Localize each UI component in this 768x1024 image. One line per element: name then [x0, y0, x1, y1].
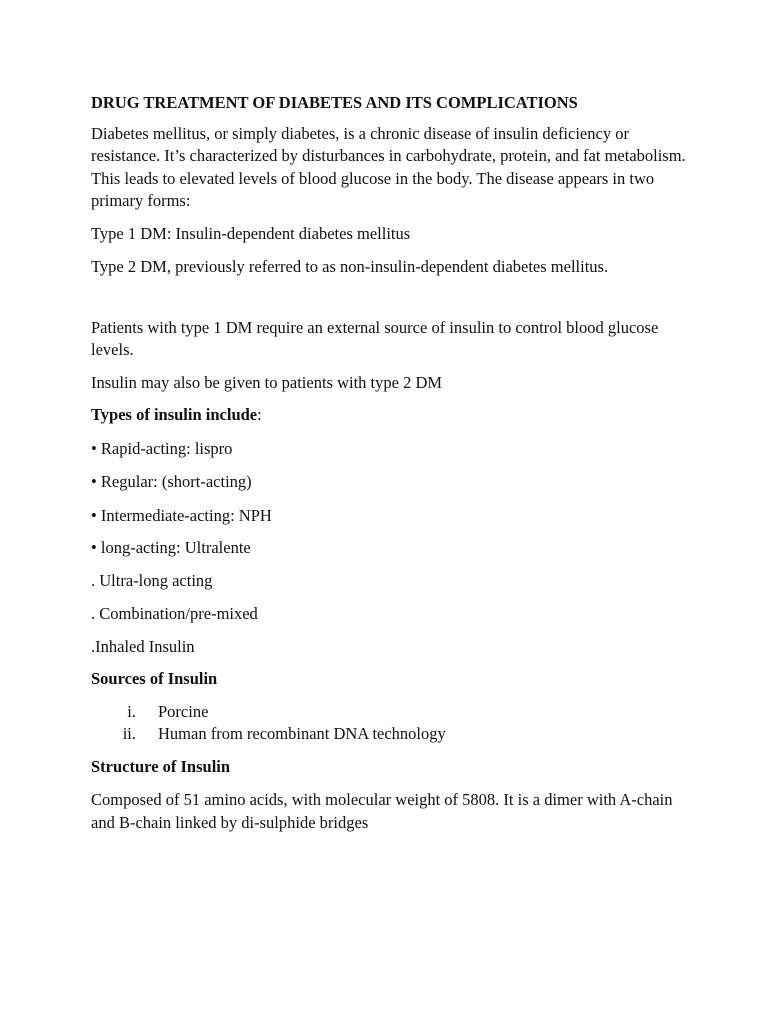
type1-definition: Type 1 DM: Insulin-dependent diabetes mellitus — [91, 223, 411, 243]
insulin-type-item: . Ultra-long acting — [91, 570, 213, 590]
list-item-text: Human from recombinant DNA technology — [158, 724, 446, 743]
types-heading-colon: : — [257, 405, 262, 424]
list-item-number: ii. — [122, 724, 136, 743]
types-heading-label: Types of insulin include — [91, 405, 258, 424]
document-title: DRUG TREATMENT OF DIABETES AND ITS COMPLICATIONS — [91, 93, 578, 112]
type2-insulin-note: Insulin may also be given to patients with type 2 DM — [91, 372, 443, 392]
type1-external-insulin: Patients with type 1 DM require an external source of insulin to control blood glucose levels. — [91, 317, 659, 359]
sources-list — [91, 701, 691, 746]
insulin-type-item: • Intermediate-acting: NPH — [91, 505, 272, 525]
insulin-type-item: .Inhaled Insulin — [91, 636, 195, 656]
structure-paragraph: Composed of 51 amino acids, with molecular weight of 5808. It is a dimer with A-chain and B-chain linked by di-sulphide bridges — [91, 790, 673, 832]
sources-heading: Sources of Insulin — [91, 669, 218, 688]
list-item — [91, 723, 691, 746]
intro-paragraph: Diabetes mellitus, or simply diabetes, is a chronic disease of insulin deficiency or resistance. It’s characterized by disturbances in carbohydrate, protein, and fat metabolism. This leads to elevated levels of blood glucose in the body. The disease appears in two primary forms: — [91, 123, 686, 210]
insulin-type-item: • Regular: (short-acting) — [91, 472, 252, 491]
structure-heading: Structure of Insulin — [91, 756, 231, 776]
document-page — [91, 92, 691, 834]
list-item-text: Porcine — [158, 701, 209, 721]
insulin-type-item: • Rapid-acting: lispro — [91, 438, 233, 458]
type2-definition: Type 2 DM, previously referred to as non-insulin-dependent diabetes mellitus. — [91, 257, 609, 276]
insulin-type-item: • long-acting: Ultralente — [91, 538, 251, 557]
list-item-number: i. — [127, 701, 136, 721]
types-heading — [91, 404, 691, 427]
list-item — [91, 701, 691, 724]
insulin-type-item: . Combination/pre-mixed — [91, 604, 258, 623]
